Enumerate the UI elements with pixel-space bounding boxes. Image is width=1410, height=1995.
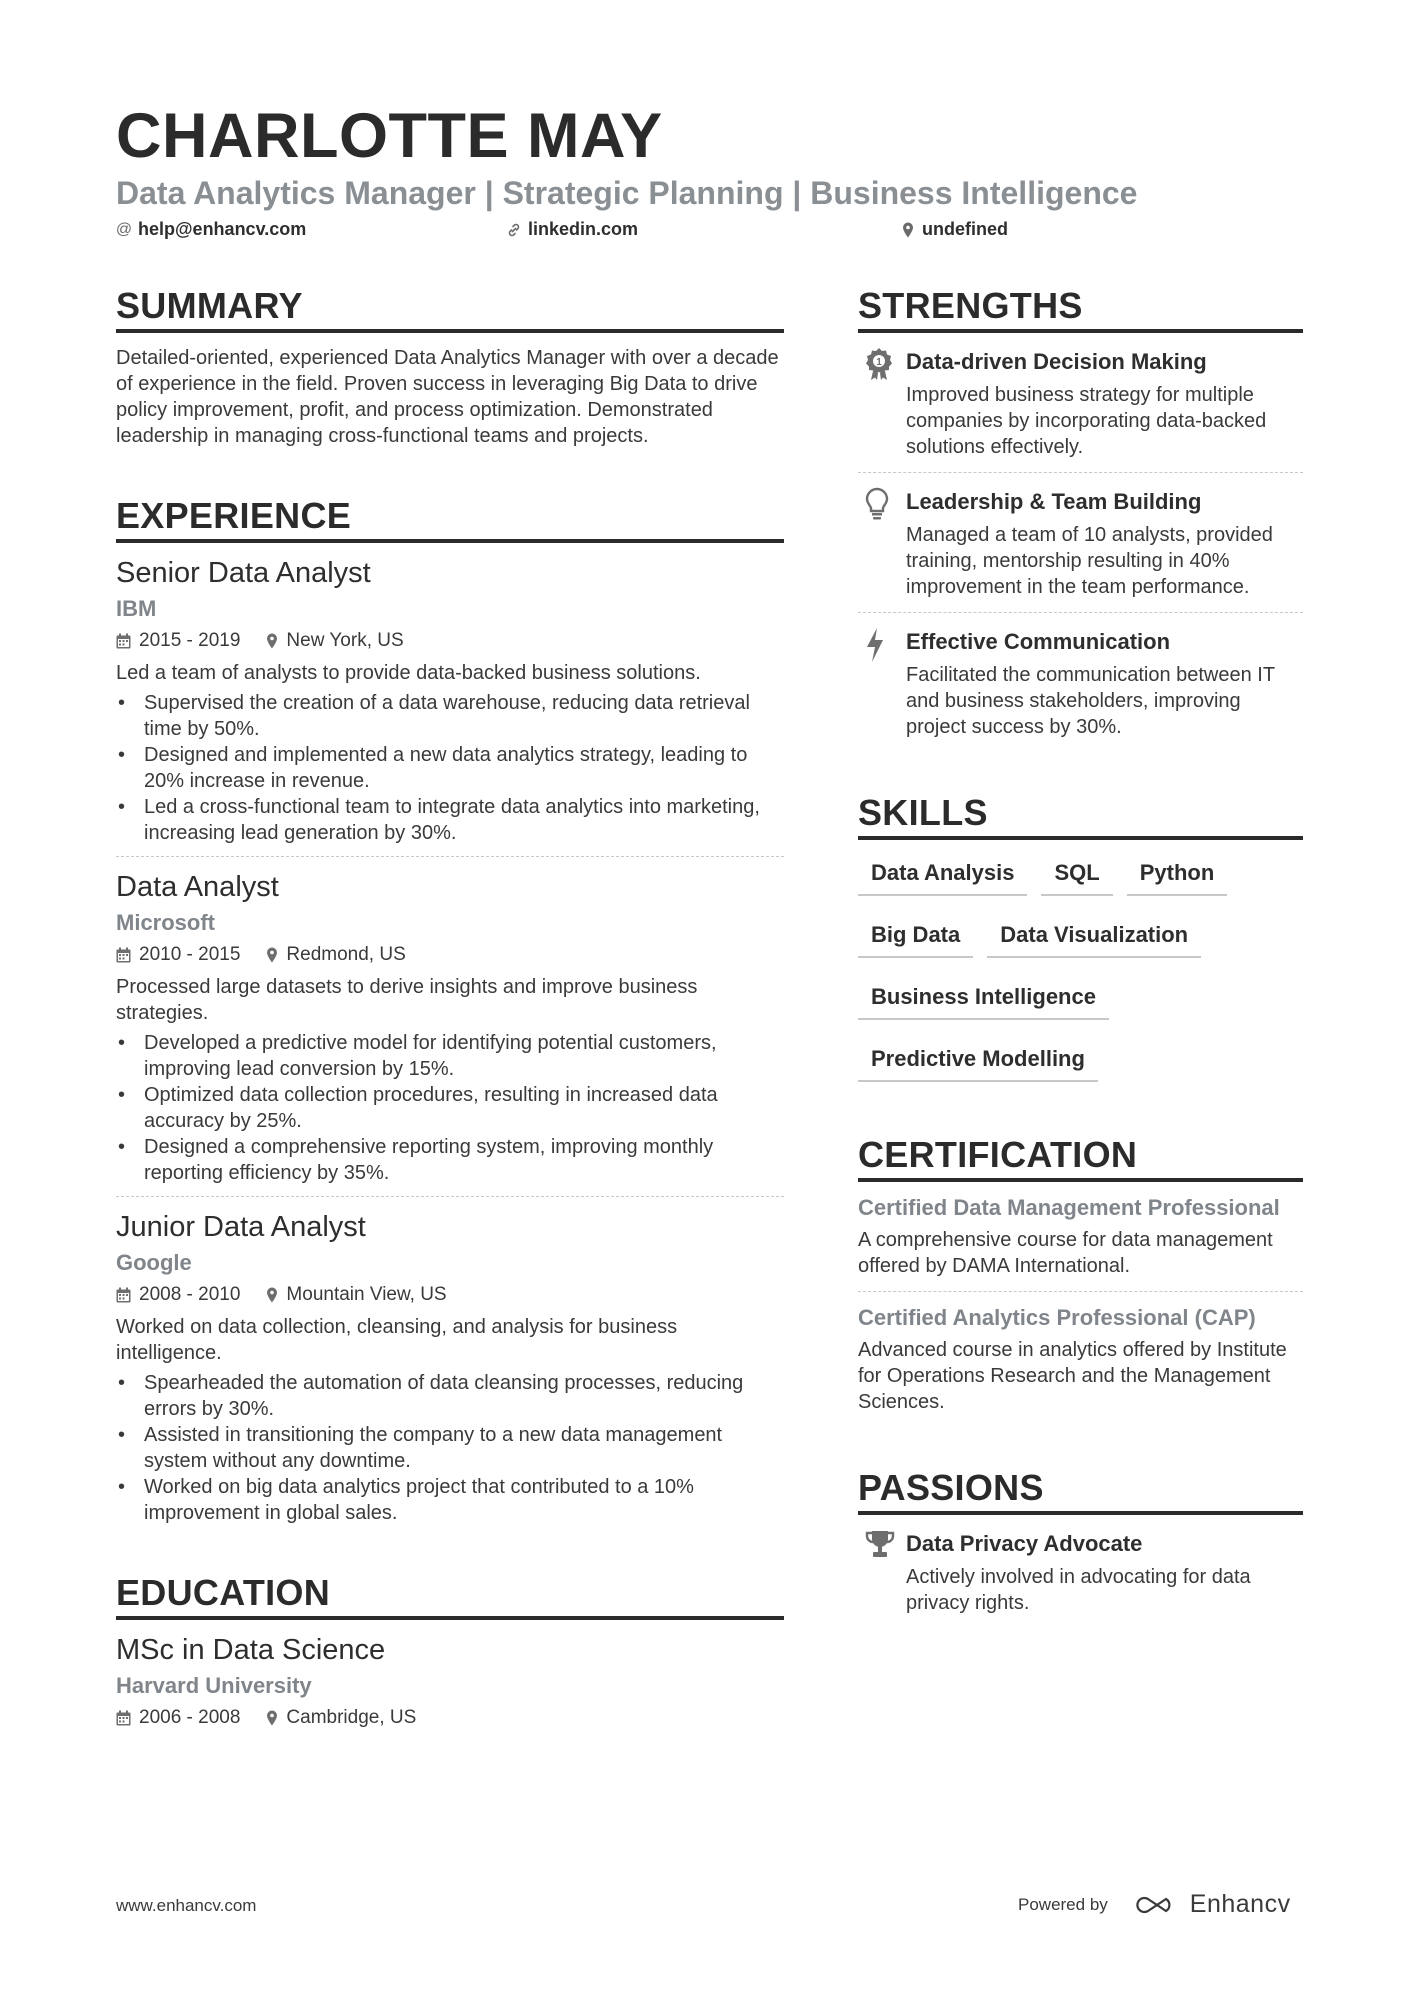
strength-title: Data-driven Decision Making	[906, 349, 1207, 374]
job-location: New York, US	[286, 630, 404, 651]
job-bullet: • Optimized data collection procedures, resulting in increased data accuracy by 25%.	[116, 1082, 784, 1134]
brand-name: Enhancv	[1189, 1890, 1291, 1918]
experience-entry	[116, 543, 784, 857]
brand-logo[interactable]	[1134, 1890, 1291, 1919]
experience-entry	[116, 857, 784, 1197]
skills-list	[858, 850, 1303, 1098]
contact-email[interactable]	[116, 219, 306, 240]
skill-tag: SQL	[1041, 850, 1112, 896]
passion-item	[858, 1515, 1303, 1628]
contact-bar	[116, 219, 1316, 243]
job-company: IBM	[116, 596, 157, 621]
contact-linkedin[interactable]	[506, 219, 638, 240]
skill-tag: Data Analysis	[858, 850, 1027, 896]
strength-item	[858, 333, 1303, 473]
job-bullets	[116, 1370, 784, 1526]
strength-item	[858, 613, 1303, 752]
passions-section	[858, 1467, 1303, 1628]
right-column	[858, 285, 1303, 1628]
education-entry	[116, 1620, 784, 1741]
certification-title: Certified Analytics Professional (CAP)	[858, 1305, 1256, 1330]
map-pin-icon	[266, 947, 278, 963]
education-dates: 2006 - 2008	[139, 1707, 241, 1728]
job-bullet: • Worked on big data analytics project that contributed to a 10% improvement in global sales.	[116, 1474, 784, 1526]
job-meta	[116, 1282, 784, 1308]
strength-description: Facilitated the communication between IT and business stakeholders, improving project success by 30%.	[906, 664, 1275, 738]
education-section	[116, 1572, 784, 1741]
experience-section	[116, 495, 784, 1536]
summary-heading: SUMMARY	[116, 285, 784, 333]
job-bullets	[116, 1030, 784, 1186]
education-heading: EDUCATION	[116, 1572, 784, 1620]
calendar-icon	[116, 1287, 131, 1303]
powered-by-text: Powered by	[1018, 1894, 1108, 1914]
calendar-icon	[116, 633, 131, 649]
job-title: Senior Data Analyst	[116, 557, 371, 589]
strength-title: Effective Communication	[906, 629, 1171, 654]
job-dates: 2010 - 2015	[139, 944, 241, 965]
strength-body	[906, 487, 1303, 600]
experience-entry	[116, 1197, 784, 1536]
job-bullet: • Designed and implemented a new data analytics strategy, leading to 20% increase in revenue.	[116, 742, 784, 794]
at-icon: @	[115, 220, 133, 238]
job-description: Worked on data collection, cleansing, and analysis for business intelligence.	[116, 1316, 678, 1364]
footer-website[interactable]: www.enhancv.com	[116, 1896, 257, 1915]
job-bullet: • Supervised the creation of a data warehouse, reducing data retrieval time by 50%.	[116, 690, 784, 742]
job-dates: 2015 - 2019	[139, 630, 241, 651]
skill-tag: Big Data	[858, 912, 973, 958]
skill-tag: Predictive Modelling	[858, 1036, 1098, 1082]
education-meta	[116, 1705, 784, 1731]
strength-item	[858, 473, 1303, 613]
map-pin-icon	[266, 1710, 278, 1726]
summary-text: Detailed-oriented, experienced Data Analytics Manager with over a decade of experience in the field. Proven success in leveraging Big Data to drive policy improvement, profit, and process optimization. Demonstrated leadership in managing cross-functional teams and projects.	[116, 347, 779, 447]
job-location: Redmond, US	[286, 944, 406, 965]
certification-description: Advanced course in analytics offered by Institute for Operations Research and the Management Sciences.	[858, 1339, 1287, 1413]
strengths-heading: STRENGTHS	[858, 285, 1303, 333]
job-meta	[116, 942, 784, 968]
location-text: undefined	[922, 219, 1008, 239]
trophy-icon	[858, 1529, 906, 1616]
strengths-section	[858, 285, 1303, 752]
footer-branding	[1018, 1890, 1291, 1919]
education-location: Cambridge, US	[286, 1707, 417, 1728]
contact-location	[900, 219, 1008, 240]
strength-body	[906, 347, 1303, 460]
svg-text:1: 1	[876, 357, 882, 368]
skill-tag: Business Intelligence	[858, 974, 1109, 1020]
job-title: Junior Data Analyst	[116, 1211, 366, 1243]
job-company: Microsoft	[116, 910, 215, 935]
left-column	[116, 285, 784, 1741]
calendar-icon	[116, 1710, 131, 1726]
school: Harvard University	[116, 1673, 312, 1698]
job-bullets	[116, 690, 784, 846]
enhancv-logo-icon	[1134, 1893, 1180, 1917]
skill-tag: Data Visualization	[987, 912, 1201, 958]
map-pin-icon	[266, 1287, 278, 1303]
degree: MSc in Data Science	[116, 1634, 386, 1666]
award-icon	[858, 347, 906, 460]
certification-item	[858, 1182, 1303, 1292]
map-pin-icon	[900, 222, 916, 238]
strength-body	[906, 627, 1303, 740]
strength-title: Leadership & Team Building	[906, 489, 1202, 514]
job-bullet: • Designed a comprehensive reporting system, improving monthly reporting efficiency by 35%.	[116, 1134, 784, 1186]
certification-title: Certified Data Management Professional	[858, 1195, 1280, 1220]
link-icon	[506, 222, 522, 238]
job-bullet: • Developed a predictive model for identifying potential customers, improving lead conversion by 15%.	[116, 1030, 784, 1082]
email-text: help@enhancv.com	[138, 219, 307, 239]
experience-heading: EXPERIENCE	[116, 495, 784, 543]
calendar-icon	[116, 947, 131, 963]
linkedin-text: linkedin.com	[528, 219, 639, 239]
certification-description: A comprehensive course for data management offered by DAMA International.	[858, 1229, 1273, 1277]
passions-heading: PASSIONS	[858, 1467, 1303, 1515]
lightning-icon	[858, 627, 906, 740]
candidate-name: CHARLOTTE MAY	[116, 101, 663, 171]
candidate-tagline: Data Analytics Manager | Strategic Planning | Business Intelligence	[116, 175, 1138, 211]
job-bullet: • Led a cross-functional team to integrate data analytics into marketing, increasing lead generation by 30%.	[116, 794, 784, 846]
strength-description: Improved business strategy for multiple companies by incorporating data-backed solutions effectively.	[906, 384, 1267, 458]
strength-description: Managed a team of 10 analysts, provided training, mentorship resulting in 40% improvement in the team performance.	[906, 524, 1273, 598]
job-title: Data Analyst	[116, 871, 279, 903]
job-company: Google	[116, 1250, 192, 1275]
lightbulb-icon	[858, 487, 906, 600]
summary-section	[116, 285, 784, 449]
job-description: Led a team of analysts to provide data-backed business solutions.	[116, 662, 701, 684]
job-bullet: • Assisted in transitioning the company to a new data management system without any downtime.	[116, 1422, 784, 1474]
passion-title: Data Privacy Advocate	[906, 1531, 1143, 1556]
skills-section	[858, 792, 1303, 1098]
passion-description: Actively involved in advocating for data privacy rights.	[906, 1566, 1251, 1614]
job-dates: 2008 - 2010	[139, 1284, 241, 1305]
map-pin-icon	[266, 633, 278, 649]
passion-body	[906, 1529, 1303, 1616]
job-location: Mountain View, US	[286, 1284, 447, 1305]
skills-heading: SKILLS	[858, 792, 1303, 840]
certification-item	[858, 1292, 1303, 1427]
certification-section	[858, 1134, 1303, 1427]
skill-tag: Python	[1127, 850, 1228, 896]
certification-heading: CERTIFICATION	[858, 1134, 1303, 1182]
job-bullet: • Spearheaded the automation of data cleansing processes, reducing errors by 30%.	[116, 1370, 784, 1422]
job-description: Processed large datasets to derive insights and improve business strategies.	[116, 976, 698, 1024]
job-meta	[116, 628, 784, 654]
